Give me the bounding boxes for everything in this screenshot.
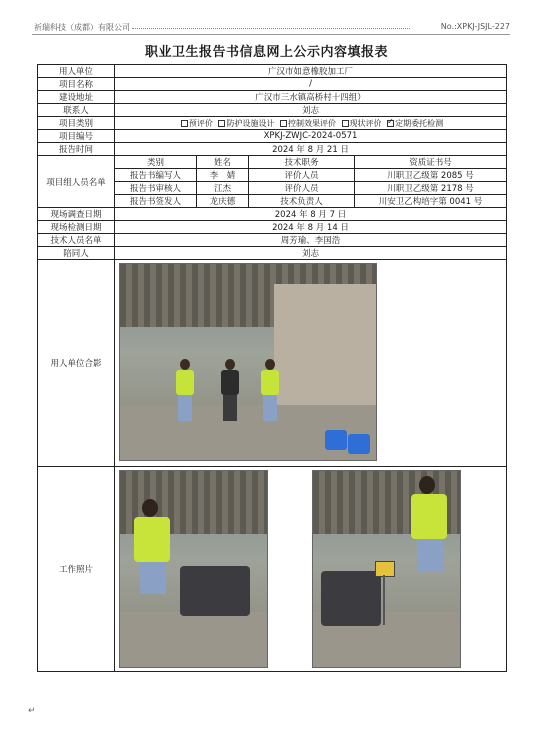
row-employer bbox=[38, 65, 507, 78]
work-photo-cell bbox=[115, 467, 507, 672]
escort-value[interactable]: 刘志 bbox=[115, 247, 507, 260]
checkbox-icon[interactable] bbox=[218, 120, 225, 127]
team-label: 项目组人员名单 bbox=[38, 156, 115, 208]
team-header-name: 姓名 bbox=[197, 156, 249, 169]
worker-figure bbox=[134, 499, 172, 594]
team-name[interactable]: 龙庆德 bbox=[197, 195, 249, 208]
report-time-value[interactable]: 2024 年 8 月 21 日 bbox=[115, 143, 507, 156]
row-escort bbox=[38, 247, 507, 260]
tech-staff-value[interactable]: 周芳瑜、李国浩 bbox=[115, 234, 507, 247]
row-survey-date bbox=[38, 208, 507, 221]
rubber-machine bbox=[321, 571, 381, 626]
category-option-3[interactable]: 现状评价 bbox=[339, 119, 382, 128]
disclosure-form bbox=[37, 64, 507, 672]
rubber-machine bbox=[180, 566, 250, 616]
group-photo-cell bbox=[115, 260, 507, 467]
category-option-1[interactable]: 防护设施设计 bbox=[215, 119, 274, 128]
team-name[interactable]: 李 婧 bbox=[197, 169, 249, 182]
team-role: 报告书签发人 bbox=[115, 195, 197, 208]
team-header-category: 类别 bbox=[115, 156, 197, 169]
building-wall bbox=[274, 284, 376, 421]
row-group-photo bbox=[38, 260, 507, 467]
survey-date-label: 现场调查日期 bbox=[38, 208, 115, 221]
header-dots bbox=[132, 28, 410, 29]
contact-label: 联系人 bbox=[38, 104, 115, 117]
detect-date-value[interactable]: 2024 年 8 月 14 日 bbox=[115, 221, 507, 234]
checkbox-checked-icon[interactable] bbox=[387, 120, 394, 127]
category-option-0[interactable]: 预评价 bbox=[178, 119, 213, 128]
team-cert[interactable]: 川职卫乙级第 2085 号 bbox=[355, 169, 507, 182]
team-header-row bbox=[38, 156, 507, 169]
team-role: 报告书编写人 bbox=[115, 169, 197, 182]
tripod bbox=[383, 575, 385, 625]
category-label: 项目类别 bbox=[38, 117, 115, 130]
document-number: No.:XPKJ-JSJL-227 bbox=[440, 22, 510, 31]
address-label: 建设地址 bbox=[38, 91, 115, 104]
row-work-photo bbox=[38, 467, 507, 672]
contact-value[interactable]: 刘志 bbox=[115, 104, 507, 117]
code-label: 项目编号 bbox=[38, 130, 115, 143]
sound-meter bbox=[375, 561, 395, 577]
category-options bbox=[115, 117, 507, 130]
blue-bucket bbox=[348, 434, 370, 454]
team-header-cert: 资质证书号 bbox=[355, 156, 507, 169]
group-photo-label: 用人单位合影 bbox=[38, 260, 115, 467]
team-title[interactable]: 技术负责人 bbox=[249, 195, 355, 208]
detect-date-label: 现场检测日期 bbox=[38, 221, 115, 234]
team-header-title: 技术职务 bbox=[249, 156, 355, 169]
survey-date-value[interactable]: 2024 年 8 月 7 日 bbox=[115, 208, 507, 221]
team-role: 报告书审核人 bbox=[115, 182, 197, 195]
work-photo-right[interactable] bbox=[312, 470, 461, 668]
header-rule bbox=[32, 34, 510, 35]
category-option-2[interactable]: 控制效果评价 bbox=[277, 119, 336, 128]
row-category bbox=[38, 117, 507, 130]
category-option-4[interactable]: ✓ 定期委托检测 bbox=[384, 119, 443, 128]
report-time-label: 报告时间 bbox=[38, 143, 115, 156]
person-figure bbox=[175, 359, 195, 421]
ground bbox=[120, 612, 267, 667]
person-figure bbox=[260, 359, 280, 421]
project-label: 项目名称 bbox=[38, 78, 115, 91]
page-title: 职业卫生报告书信息网上公示内容填报表 bbox=[144, 45, 388, 60]
team-cert[interactable]: 川职卫乙级第 2178 号 bbox=[355, 182, 507, 195]
checkbox-icon[interactable] bbox=[342, 120, 349, 127]
employer-value[interactable]: 广汉市如意橡胶加工厂 bbox=[115, 65, 507, 78]
checkbox-icon[interactable] bbox=[280, 120, 287, 127]
row-project bbox=[38, 78, 507, 91]
employer-label: 用人单位 bbox=[38, 65, 115, 78]
work-photo-label: 工作照片 bbox=[38, 467, 115, 672]
tech-staff-label: 技术人员名单 bbox=[38, 234, 115, 247]
company-name: 祈瑞科技（成都）有限公司 bbox=[34, 23, 130, 32]
team-title[interactable]: 评价人员 bbox=[249, 169, 355, 182]
checkbox-icon[interactable] bbox=[181, 120, 188, 127]
team-title[interactable]: 评价人员 bbox=[249, 182, 355, 195]
person-figure bbox=[220, 359, 240, 421]
row-detect-date bbox=[38, 221, 507, 234]
row-report-time bbox=[38, 143, 507, 156]
page-header bbox=[32, 22, 510, 34]
team-name[interactable]: 江杰 bbox=[197, 182, 249, 195]
row-contact bbox=[38, 104, 507, 117]
address-value[interactable]: 广汉市三水镇高桥村十四组） bbox=[115, 91, 507, 104]
code-value[interactable]: XPKJ-ZWJC-2024-0571 bbox=[115, 130, 507, 143]
escort-label: 陪同人 bbox=[38, 247, 115, 260]
project-value[interactable]: / bbox=[115, 78, 507, 91]
worker-figure bbox=[411, 476, 449, 571]
work-photo-left[interactable] bbox=[119, 470, 268, 668]
team-cert[interactable]: 川安卫乙构培字第 0041 号 bbox=[355, 195, 507, 208]
row-code bbox=[38, 130, 507, 143]
row-tech-staff bbox=[38, 234, 507, 247]
blue-bucket bbox=[325, 430, 347, 450]
group-photo[interactable] bbox=[119, 263, 377, 461]
row-address bbox=[38, 91, 507, 104]
paragraph-mark: ↵ bbox=[28, 706, 36, 716]
